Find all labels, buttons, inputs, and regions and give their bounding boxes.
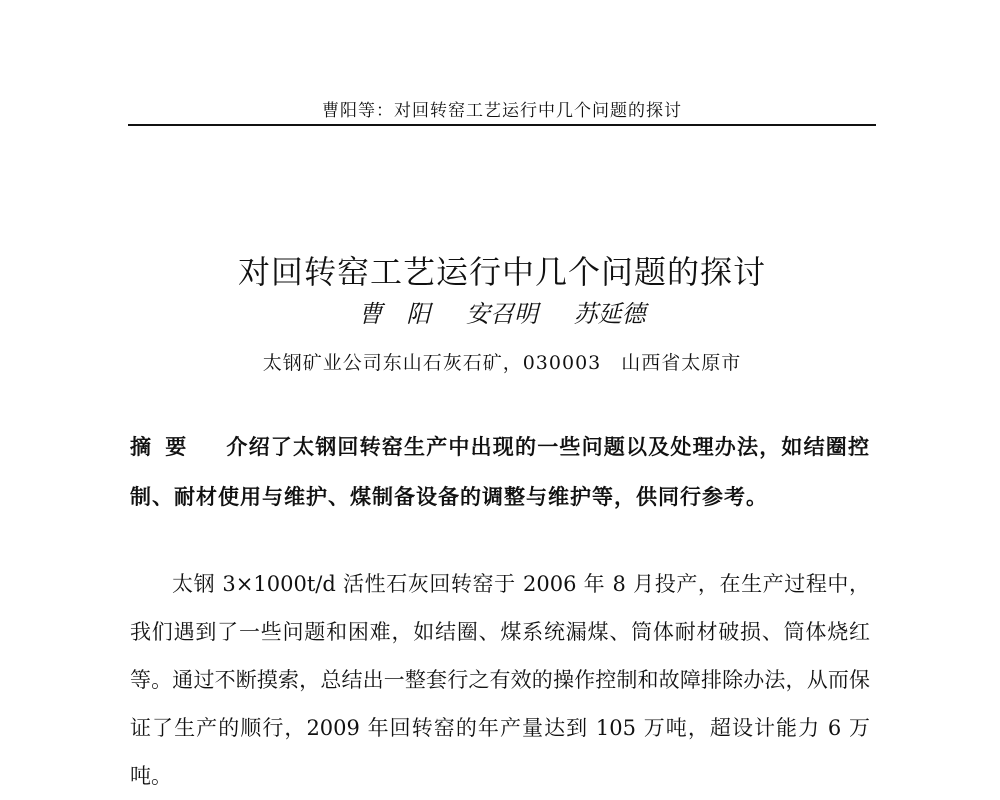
affiliation: 太钢矿业公司东山石灰石矿，030003 山西省太原市: [262, 352, 742, 374]
abstract-label: 摘要: [130, 434, 201, 459]
author-3: 苏延德: [573, 300, 646, 328]
paper-title: 对回转窑工艺运行中几个问题的探讨: [237, 253, 766, 292]
running-header: 曹阳等：对回转窑工艺运行中几个问题的探讨: [322, 101, 682, 121]
header-rule: [128, 124, 876, 126]
body-paragraph: 太钢 3×1000t/d 活性石灰回转窑于 2006 年 8 月投产，在生产过程中，我们遇到了一些问题和困难，如结圈、煤系统漏煤、筒体耐材破损、筒体烧红等。通过不断摸索，总结出一整套行之有效的操作控制和故障排除办法，从而保证了生产的顺行，2009 年回转窑的年产量达到 105 万吨，超设计能力 6 万吨。: [130, 572, 870, 788]
authors: [128, 294, 876, 329]
author-2: 安召明: [466, 300, 538, 328]
abstract: [130, 422, 870, 522]
abstract-text: 介绍了太钢回转窑生产中出现的一些问题以及处理办法，如结圈控制、耐材使用与维护、煤制备设备的调整与维护等，供同行参考。: [130, 434, 871, 509]
author-1: 曹 阳: [358, 300, 431, 328]
